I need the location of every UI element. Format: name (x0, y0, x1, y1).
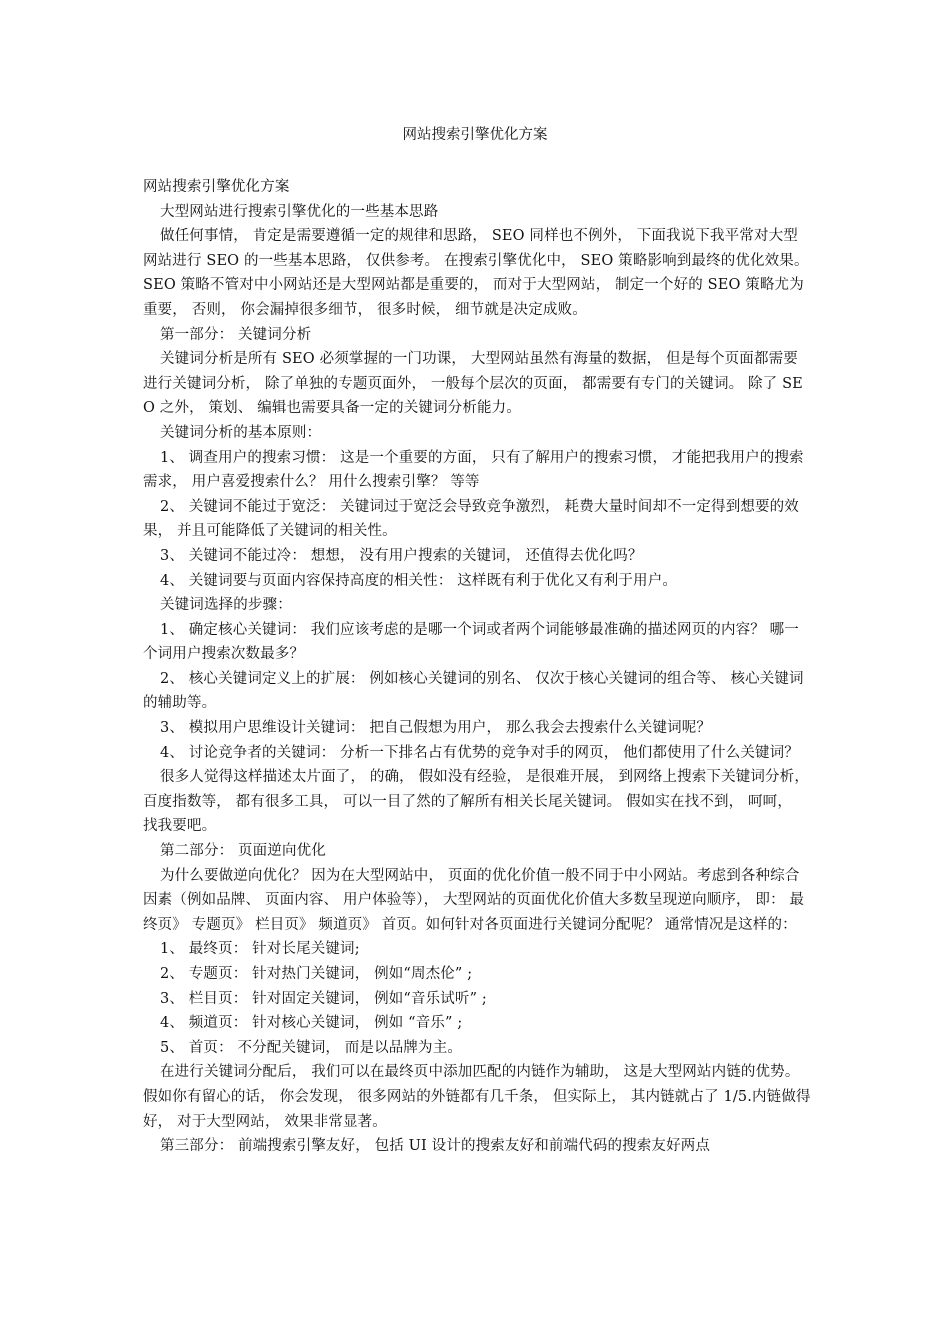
paragraph: 关键词选择的步骤： (160, 597, 292, 614)
list-item: 3、 模拟用户思维设计关键词： 把自己假想为用户， 那么我会去搜索什么关键词呢？ (160, 720, 712, 737)
list-item: 2、 专题页： 针对热门关键词， 例如“周杰伦” ; (160, 966, 473, 982)
list-item: 5、 首页： 不分配关键词， 而是以品牌为主。 (160, 1039, 463, 1056)
section-heading: 第一部分： 关键词分析 (160, 326, 312, 343)
document-title: 网站搜索引擎优化方案 (402, 127, 548, 143)
section-heading: 第三部分： 前端搜索引擎友好， 包括 UI 设计的搜索友好和前端代码的搜索友好两点 (160, 1138, 711, 1155)
paragraph: 在进行关键词分配后， 我们可以在最终页中添加匹配的内链作为辅助， 这是大型网站内链的优势。 假如你有留心的话， 你会发现， 很多网站的外链都有几千条， 但实际上， 其内链就占了 1/5.内链做得好， 对于大型网站， 效果非常显著。 (143, 1064, 811, 1130)
list-item: 4、 关键词要与页面内容保持高度的相关性： 这样既有利于优化又有利于用户。 (160, 572, 677, 589)
paragraph: 网站搜索引擎优化方案 (143, 179, 290, 195)
document-body (143, 175, 811, 1159)
paragraph: 很多人觉得这样描述太片面了， 的确， 假如没有经验， 是很难开展， 到网络上搜索下关键词分析， 百度指数等， 都有很多工具， 可以一目了然的了解所有相关长尾关键词。 假如实在找不到， 呵呵， 找我要吧。 (143, 769, 809, 835)
list-item: 4、 频道页： 针对核心关键词， 例如 “音乐” ; (160, 1015, 463, 1032)
list-item: 1、 最终页： 针对长尾关键词; (160, 941, 360, 958)
paragraph: 为什么要做逆向优化？ 因为在大型网站中， 页面的优化价值一般不同于中小网站。考虑到各种综合因素（例如品牌、 页面内容、 用户体验等）， 大型网站的页面优化价值大多数呈现逆向顺序， 即： 最终页》 专题页》 栏目页》 频道页》 首页。如何针对各页面进行关键词分配呢？ 通常情况是这样的： (143, 867, 805, 933)
section-heading: 第二部分： 页面逆向优化 (160, 843, 326, 860)
paragraph: 关键词分析是所有 SEO 必须掌握的一门功课， 大型网站虽然有海量的数据， 但是每个页面都需要进行关键词分析， 除了单独的专题页面外， 一般每个层次的页面， 都需要有专门的关键词。 除了 SEO 之外， 策划、 编辑也需要具备一定的关键词分析能力。 (143, 351, 803, 417)
paragraph: 关键词分析的基本原则： (160, 424, 322, 441)
list-item: 2、 核心关键词定义上的扩展： 例如核心关键词的别名、 仅次于核心关键词的组合等、 核心关键词的辅助等。 (143, 670, 804, 712)
list-item: 1、 确定核心关键词： 我们应该考虑的是哪一个词或者两个词能够最准确的描述网页的内容？ 哪一个词用户搜索次数最多？ (143, 621, 799, 663)
list-item: 3、 栏目页： 针对固定关键词， 例如“音乐试听” ; (160, 990, 487, 1007)
list-item: 2、 关键词不能过于宽泛： 关键词过于宽泛会导致竞争激烈， 耗费大量时间却不一定得到想要的效果， 并且可能降低了关键词的相关性。 (143, 498, 799, 540)
paragraph: 做任何事情， 肯定是需要遵循一定的规律和思路， SEO 同样也不例外， 下面我说下我平常对大型网站进行 SEO 的一些基本思路， 仅供参考。 在搜索引擎优化中， SEO 策略影响到最终的优化效果。 SEO 策略不管对中小网站还是大型网站都是重要的， 而对于大型网站， 制定一个好的 SEO 策略尤为重要， 否则， 你会漏掉很多细节， 很多时候， 细节就是决定成败。 (143, 228, 809, 318)
list-item: 3、 关键词不能过冷： 想想， 没有用户搜索的关键词， 还值得去优化吗？ (160, 547, 643, 564)
paragraph: 大型网站进行搜索引擎优化的一些基本思路 (160, 203, 439, 220)
list-item: 4、 讨论竞争者的关键词： 分析一下排名占有优势的竞争对手的网页， 他们都使用了什么关键词？ (160, 744, 799, 761)
list-item: 1、 调查用户的搜索习惯： 这是一个重要的方面， 只有了解用户的搜索习惯， 才能把我用户的搜索需求， 用户喜爱搜索什么？ 用什么搜索引擎？ 等等 (143, 449, 804, 491)
